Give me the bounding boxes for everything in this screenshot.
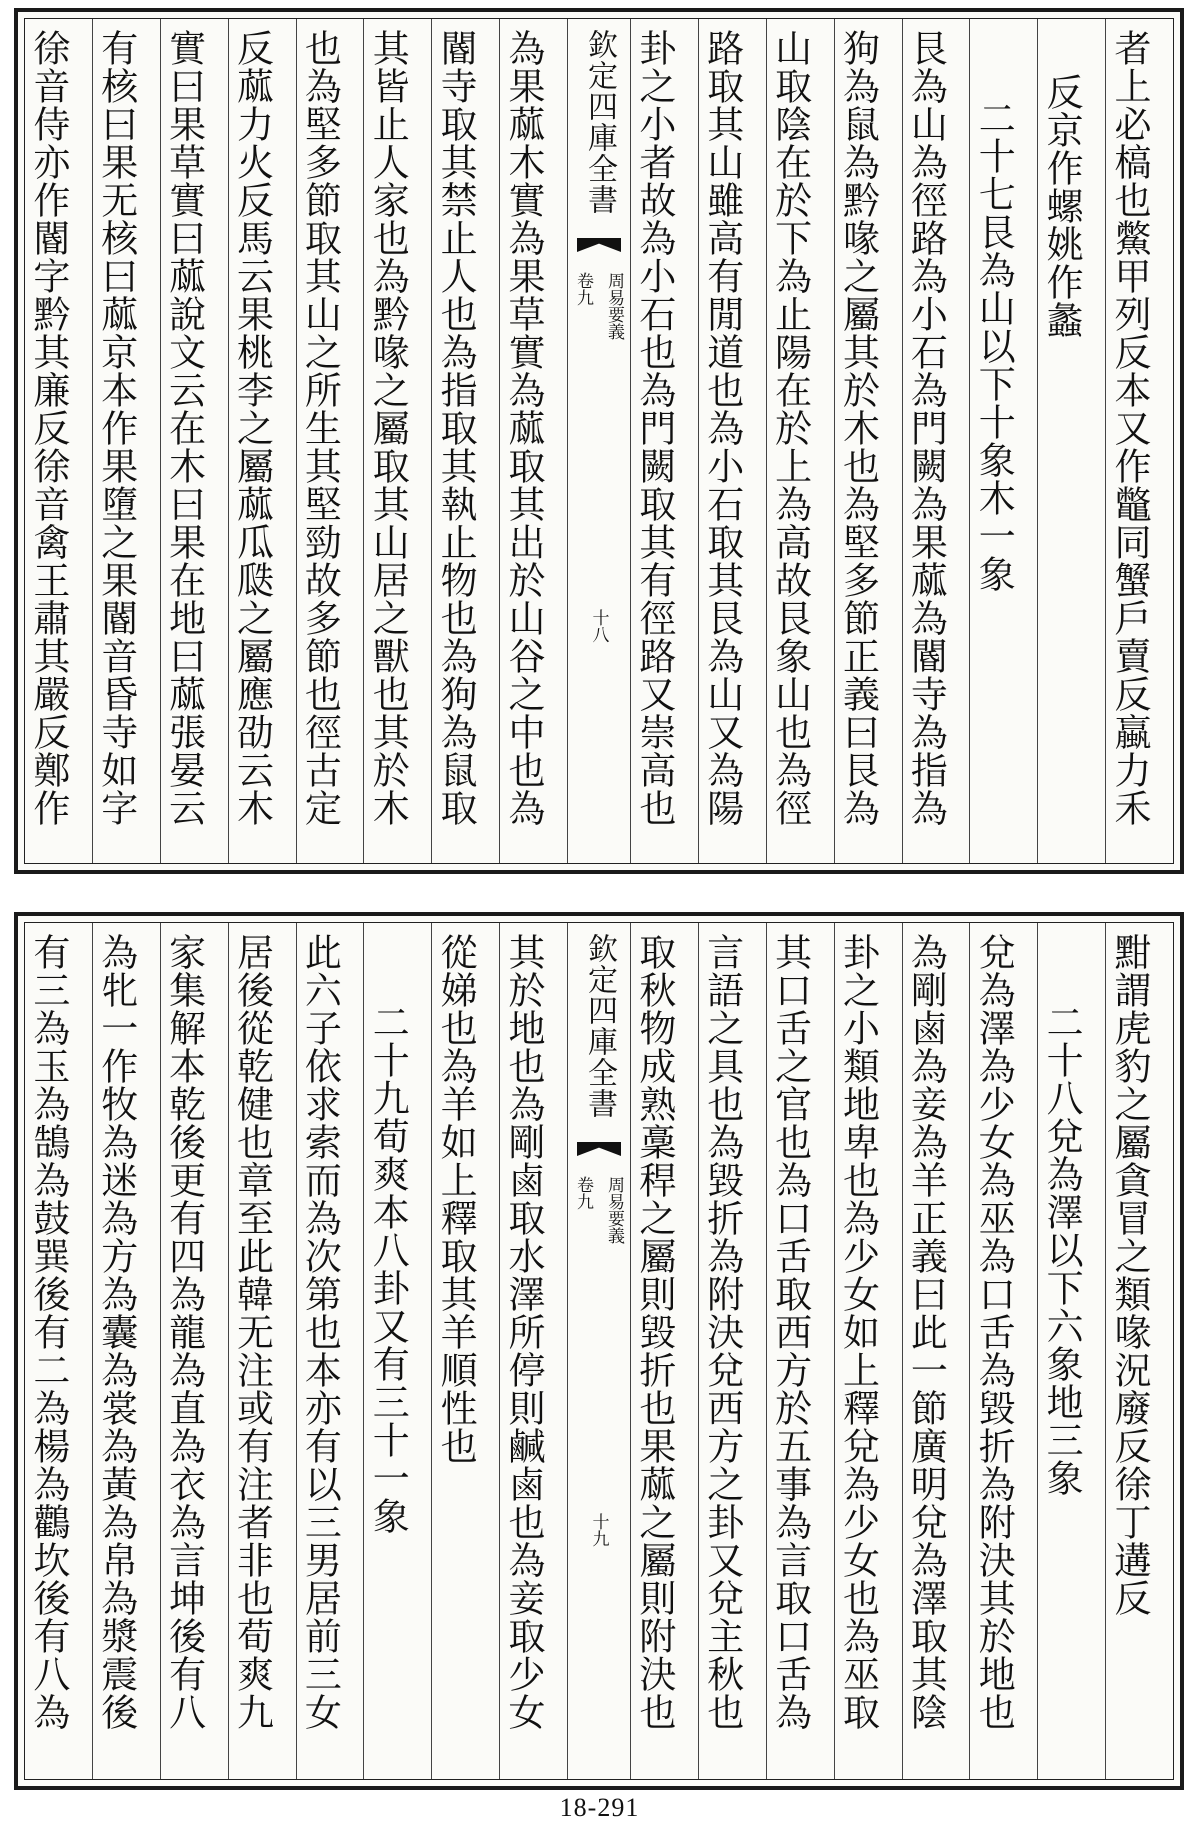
- text-column: 其於地也為剛鹵取水澤所停則鹹鹵也為妾取少女: [499, 923, 567, 1779]
- text-column: 其皆止人家也為黔喙之屬取其山居之獸也其於木: [363, 19, 431, 863]
- text-column: 有三為玉為鵠為鼓巽後有二為楊為鸛坎後有八為: [26, 933, 70, 1731]
- text-column: 二十九荀爽本八卦又有三十一象: [363, 923, 431, 1779]
- text-column: 為剛鹵為妾為羊正義曰此一節廣明兌為澤取其陰: [902, 923, 970, 1779]
- book-name: 周易要義: [604, 1176, 624, 1244]
- center-fold: [567, 19, 630, 863]
- leaf-number: 十八: [588, 609, 609, 643]
- text-column: 也為堅多節取其山之所生其堅勁故多節也徑古定: [296, 19, 364, 863]
- book-title: 欽定四庫全書: [582, 933, 617, 1119]
- text-column: 此六子依求索而為次第也本亦有以三男居前三女: [296, 923, 364, 1779]
- text-column: 從娣也為羊如上釋取其羊順性也: [431, 923, 499, 1779]
- text-column: 徐音侍亦作閽字黔其廉反徐音禽王肅其嚴反鄭作: [26, 29, 70, 827]
- page-bottom: [14, 912, 1184, 1790]
- text-column: 山取陰在於下為止陽在於上為高故艮象山也為徑: [766, 19, 834, 863]
- text-column: 卦之小者故為小石也為門闕取其有徑路又崇高也: [630, 19, 698, 863]
- page-number: 18-291: [559, 1793, 640, 1822]
- text-column: 取秋物成熟稾稈之屬則毀折也果蓏之屬則附決也: [630, 923, 698, 1779]
- text-column: 居後從乾健也章至此韓无注或有注者非也荀爽九: [228, 923, 296, 1779]
- text-column: 者上必槁也鱉甲列反本又作鼈同蟹戶賣反蠃力禾: [1105, 19, 1173, 863]
- fish-tail-mark-icon: [577, 1142, 621, 1162]
- text-column: 家集解本乾後更有四為龍為直為衣為言坤後有八: [160, 923, 228, 1779]
- text-column: 實曰果草實曰蓏說文云在木曰果在地曰蓏張晏云: [160, 19, 228, 863]
- leaf-number: 十九: [588, 1513, 609, 1547]
- book-title: 欽定四庫全書: [582, 29, 617, 215]
- volume-name: 卷九: [573, 1176, 593, 1210]
- page-bottom-frame: [24, 922, 1174, 1780]
- fish-tail-mark-icon: [577, 238, 621, 258]
- text-column: 艮為山為徑路為小石為門闕為果蓏為閽寺為指為: [902, 19, 970, 863]
- text-column: 其口舌之官也為口舌取西方於五事為言取口舌為: [766, 923, 834, 1779]
- page-top-frame: [24, 18, 1174, 864]
- book-name: 周易要義: [604, 272, 624, 340]
- text-column: 反京作螺姚作蠡: [1037, 19, 1105, 863]
- text-column: 二十八兌為澤以下六象地三象: [1037, 923, 1105, 1779]
- text-column: 反蓏力火反馬云果桃李之屬蓏瓜瓞之屬應劭云木: [228, 19, 296, 863]
- page-top: [14, 8, 1184, 874]
- text-column: 黚謂虎豹之屬貪冒之類喙況廢反徐丁遘反: [1105, 923, 1173, 1779]
- text-column: 路取其山雖高有閒道也為小石取其艮為山又為陽: [698, 19, 766, 863]
- text-column: 卦之小類地卑也為少女如上釋兌為少女也為巫取: [834, 923, 902, 1779]
- center-fold: [567, 923, 630, 1779]
- text-column: 二十七艮為山以下十象木一象: [969, 19, 1037, 863]
- text-column: 有核曰果无核曰蓏京本作果墮之果閽音昏寺如字: [92, 19, 160, 863]
- text-column: 為果蓏木實為果草實為蓏取其出於山谷之中也為: [499, 19, 567, 863]
- text-column: 兌為澤為少女為巫為口舌為毀折為附決其於地也: [969, 923, 1037, 1779]
- text-column: 為牝一作牧為迷為方為囊為裳為黃為帛為漿震後: [92, 923, 160, 1779]
- text-column: 言語之具也為毀折為附決兌西方之卦又兌主秋也: [698, 923, 766, 1779]
- volume-info: [571, 272, 627, 340]
- text-column: 閽寺取其禁止人也為指取其執止物也為狗為鼠取: [431, 19, 499, 863]
- text-column: 狗為鼠為黔喙之屬其於木也為堅多節正義曰艮為: [834, 19, 902, 863]
- volume-name: 卷九: [573, 272, 593, 306]
- volume-info: [571, 1176, 627, 1244]
